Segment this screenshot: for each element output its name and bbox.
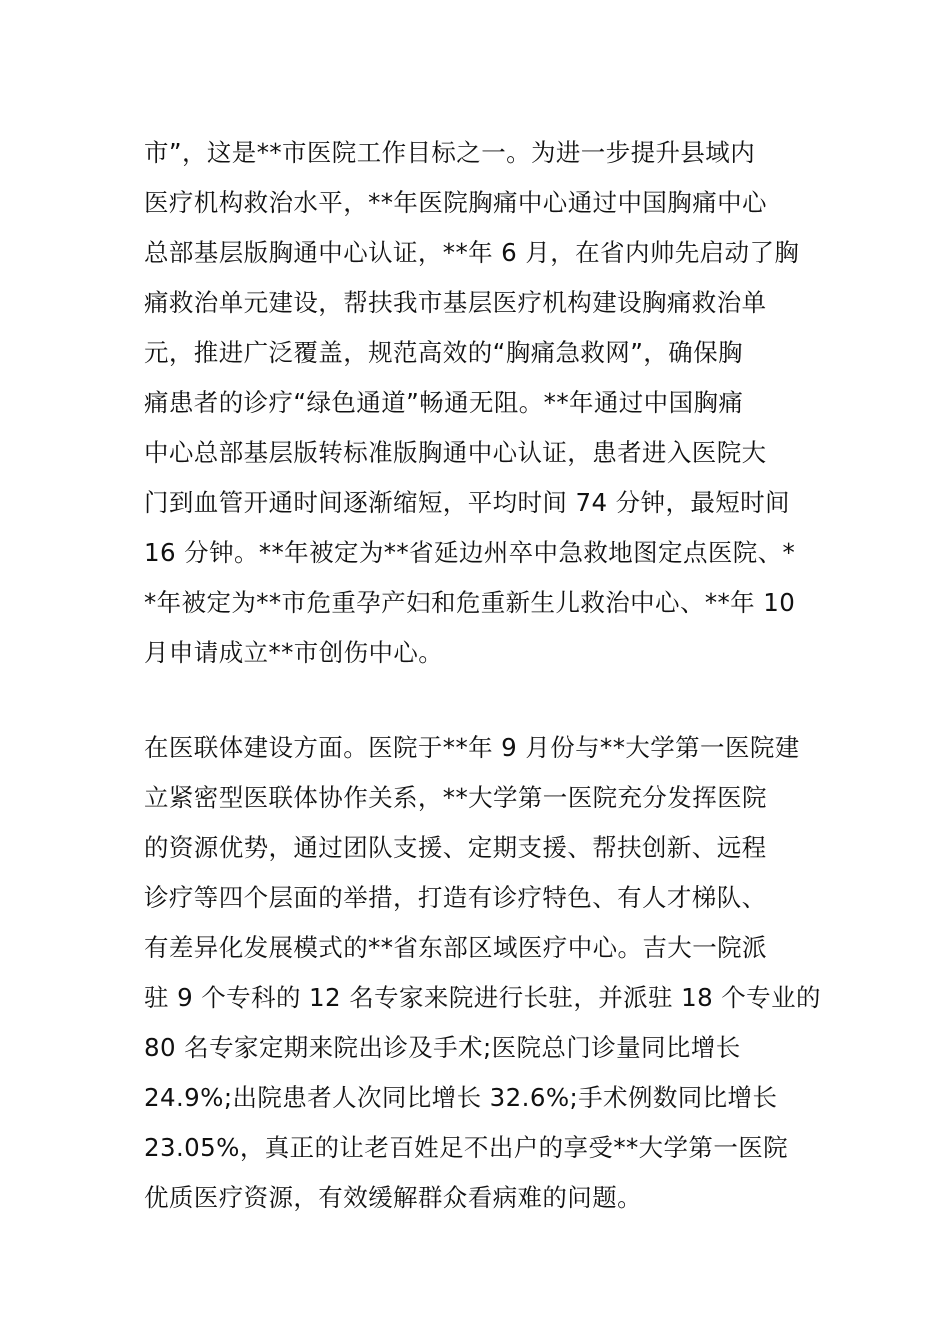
text-line: 痛患者的诊疗“绿色通道”畅通无阻。**年通过中国胸痛 [144,388,744,417]
text-line: 月申请成立**市创伤中心。 [144,638,444,667]
text-line: 立紧密型医联体协作关系，**大学第一医院充分发挥医院 [144,783,767,812]
paragraph-chest-pain-center [144,128,824,678]
text-line: 驻 9 个专科的 12 名专家来院进行长驻，并派驻 18 个专业的 [144,983,821,1012]
text-line: 市”，这是**市医院工作目标之一。为进一步提升县域内 [144,138,756,167]
text-line: 中心总部基层版转标准版胸通中心认证，患者进入医院大 [144,438,767,467]
text-line: 医疗机构救治水平，**年医院胸痛中心通过中国胸痛中心 [144,188,767,217]
text-line: 诊疗等四个层面的举措，打造有诊疗特色、有人才梯队、 [144,883,767,912]
text-line: 24.9%;出院患者人次同比增长 32.6%;手术例数同比增长 [144,1083,778,1112]
text-line: 痛救治单元建设，帮扶我市基层医疗机构建设胸痛救治单 [144,288,767,317]
text-line: 元，推进广泛覆盖，规范高效的“胸痛急救网”，确保胸 [144,338,743,367]
text-line: 23.05%，真正的让老百姓足不出户的享受**大学第一医院 [144,1133,789,1162]
text-line: 16 分钟。**年被定为**省延边州卒中急救地图定点医院、* [144,538,796,567]
text-line: 总部基层版胸通中心认证，**年 6 月，在省内帅先启动了胸 [144,238,800,267]
text-line: *年被定为**市危重孕产妇和危重新生儿救治中心、**年 10 [144,588,796,617]
paragraph-medical-alliance [144,723,824,1223]
text-line: 在医联体建设方面。医院于**年 9 月份与**大学第一医院建 [144,733,800,762]
text-line: 优质医疗资源，有效缓解群众看病难的问题。 [144,1183,642,1212]
text-line: 的资源优势，通过团队支援、定期支援、帮扶创新、远程 [144,833,767,862]
text-line: 80 名专家定期来院出诊及手术;医院总门诊量同比增长 [144,1033,741,1062]
text-line: 门到血管开通时间逐渐缩短，平均时间 74 分钟，最短时间 [144,488,790,517]
text-line: 有差异化发展模式的**省东部区域医疗中心。吉大一院派 [144,933,767,962]
